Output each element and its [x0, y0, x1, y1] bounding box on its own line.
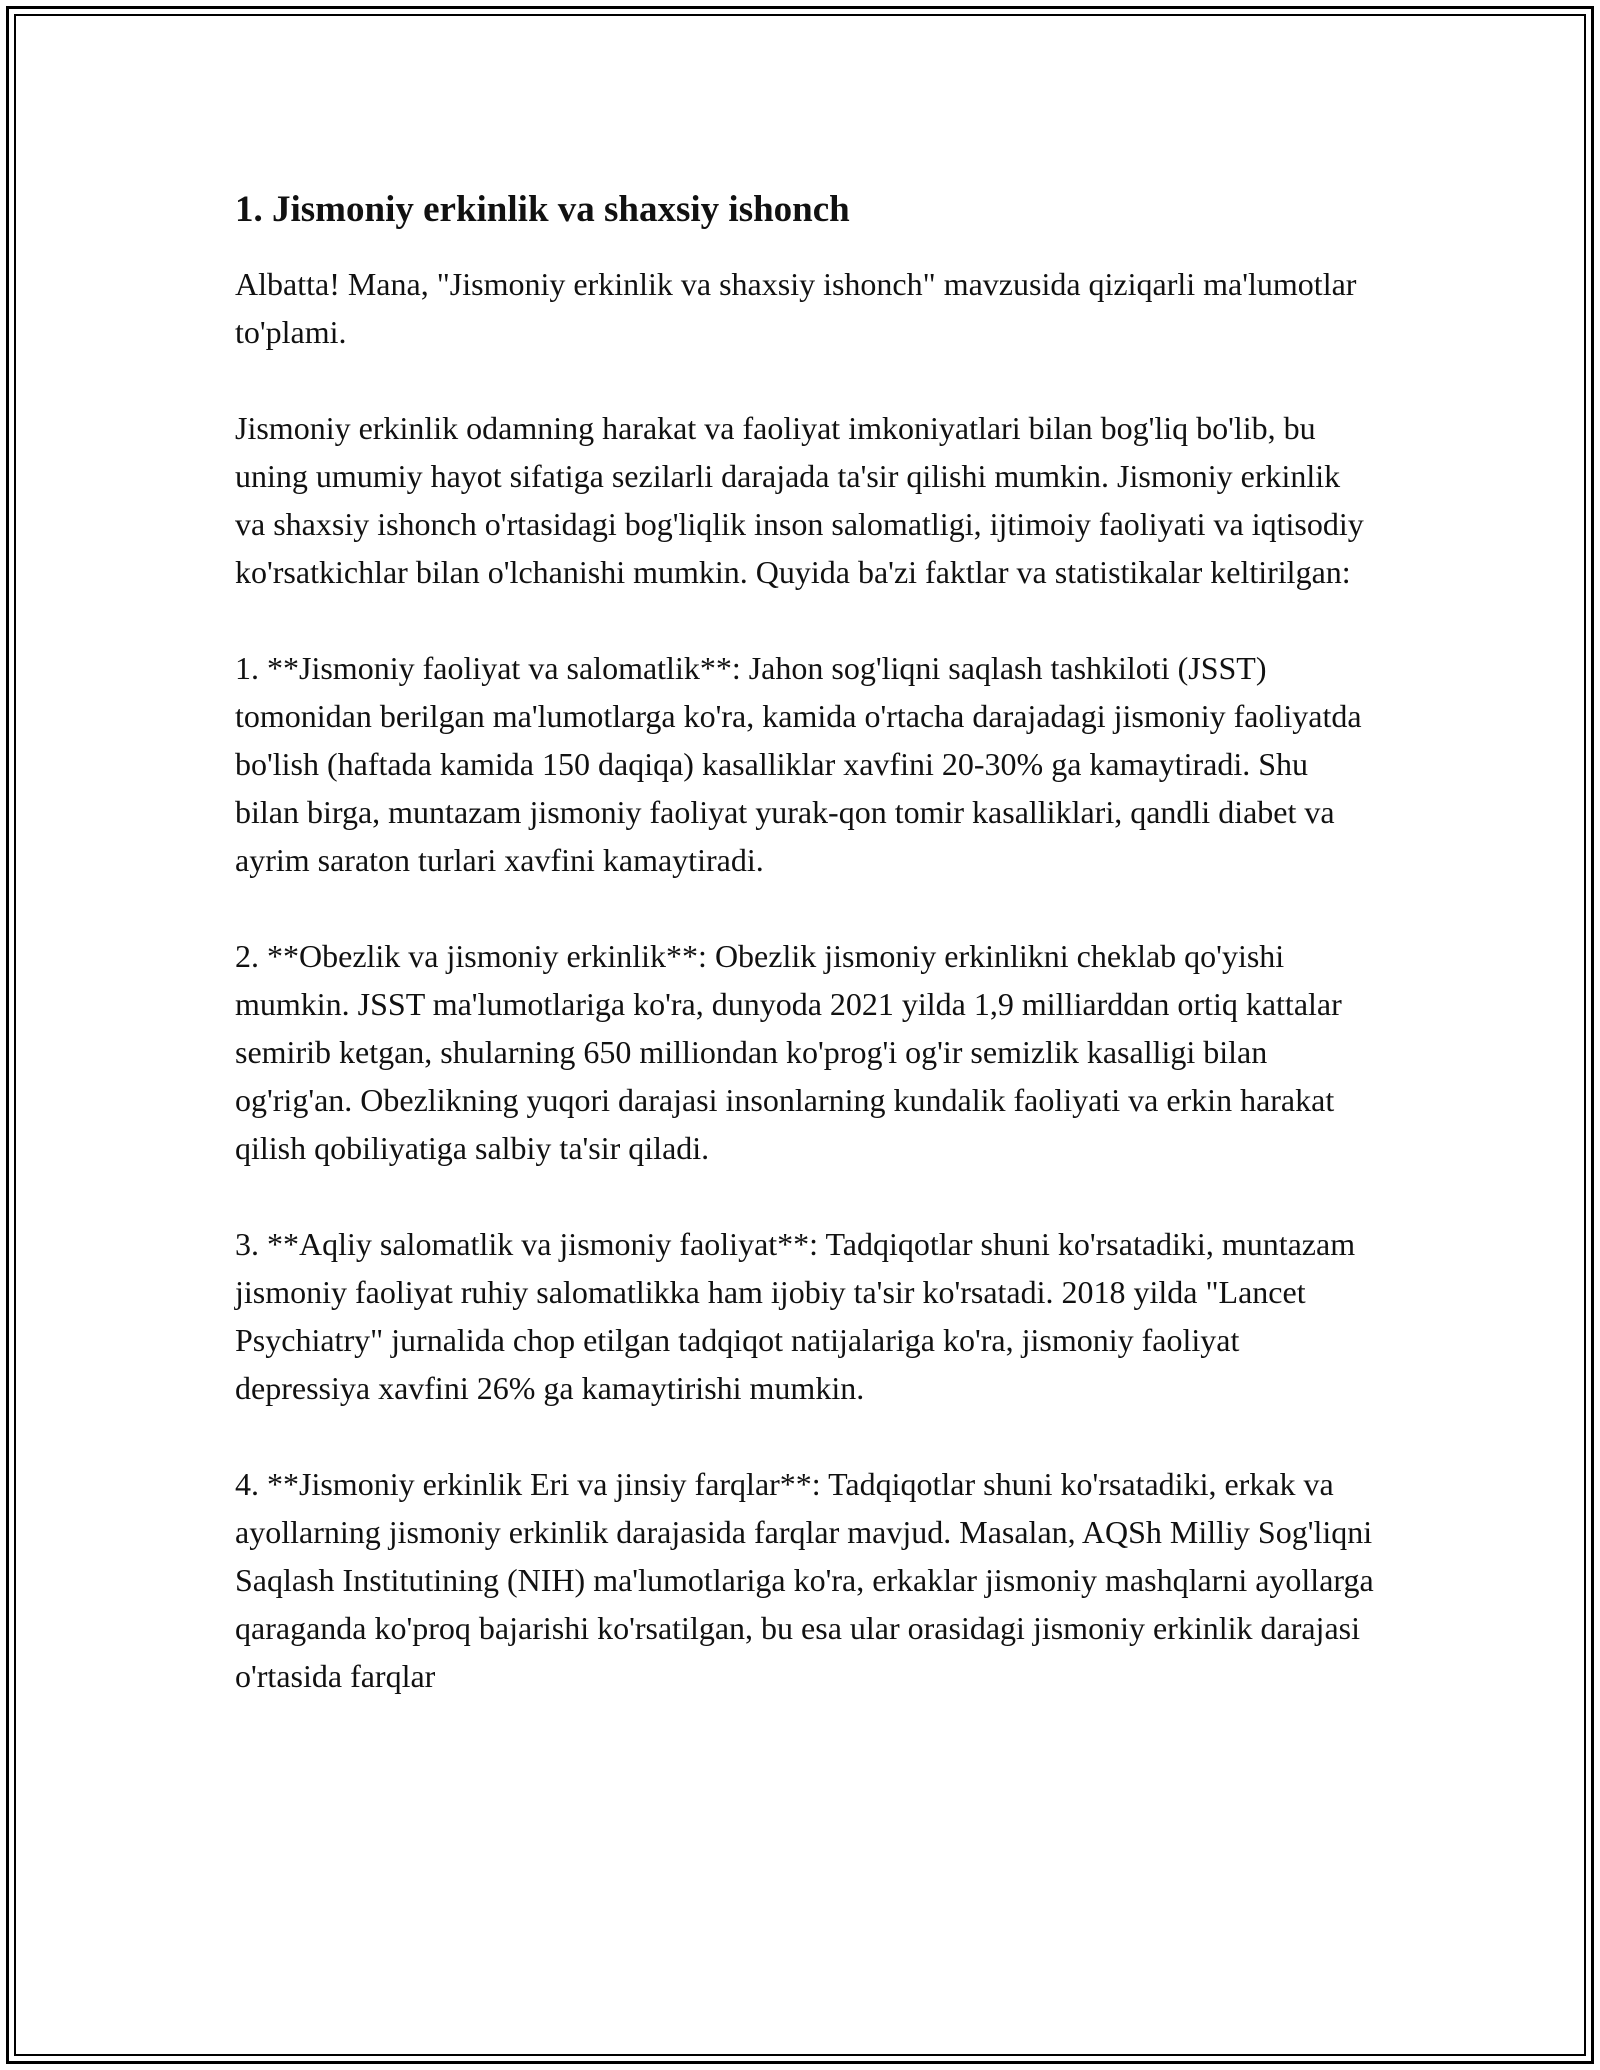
document-title: 1. Jismoniy erkinlik va shaxsiy ishonch: [235, 189, 850, 230]
paragraph-point-4: 4. **Jismoniy erkinlik Eri va jinsiy farqlar**: Tadqiqotlar shuni ko'rsatadiki, erkak va ayollarning jismoniy erkinlik darajasida farqlar mavjud. Masalan, AQSh Milliy Sog'liqni Saqlash Institutining (NIH) ma'lumotlariga ko'ra, erkaklar jismoniy mashqlarni ayollarga qaraganda ko'proq bajarishi ko'rsatilgan, bu esa ular orasidagi jismoniy erkinlik darajasi o'rtasida farqlar: [235, 1466, 1374, 1694]
paragraph-point-3: 3. **Aqliy salomatlik va jismoniy faoliyat**: Tadqiqotlar shuni ko'rsatadiki, muntazam jismoniy faoliyat ruhiy salomatlikka ham ijobiy ta'sir ko'rsatadi. 2018 yilda "Lancet Psychiatry" jurnalida chop etilgan tadqiqot natijalariga ko'ra, jismoniy faoliyat depressiya xavfini 26% ga kamaytirishi mumkin.: [235, 1226, 1356, 1406]
paragraph-overview: Jismoniy erkinlik odamning harakat va faoliyat imkoniyatlari bilan bog'liq bo'lib, bu uning umumiy hayot sifatiga sezilarli darajada ta'sir qilishi mumkin. Jismoniy erkinlik va shaxsiy ishonch o'rtasidagi bog'liqlik inson salomatligi, ijtimoiy faoliyati va iqtisodiy ko'rsatkichlar bilan o'lchanishi mumkin. Quyida ba'zi faktlar va statistikalar keltirilgan:: [235, 410, 1364, 590]
paragraph-point-1: 1. **Jismoniy faoliyat va salomatlik**: Jahon sog'liqni saqlash tashkiloti (JSST) tomonidan berilgan ma'lumotlarga ko'ra, kamida o'rtacha darajadagi jismoniy faoliyatda bo'lish (haftada kamida 150 daqiqa) kasalliklar xavfini 20-30% ga kamaytiradi. Shu bilan birga, muntazam jismoniy faoliyat yurak-qon tomir kasalliklari, qandli diabet va ayrim saraton turlari xavfini kamaytiradi.: [235, 650, 1362, 878]
paragraph-point-2: 2. **Obezlik va jismoniy erkinlik**: Obezlik jismoniy erkinlikni cheklab qo'yishi mumkin. JSST ma'lumotlariga ko'ra, dunyoda 2021 yilda 1,9 milliarddan ortiq kattalar semirib ketgan, shularning 650 milliondan ko'prog'i og'ir semizlik kasalligi bilan og'rig'an. Obezlikning yuqori darajasi insonlarning kundalik faoliyati va erkin harakat qilish qobiliyatiga salbiy ta'sir qiladi.: [235, 938, 1342, 1166]
document-body: [235, 186, 1375, 1748]
paragraph-intro: Albatta! Mana, "Jismoniy erkinlik va shaxsiy ishonch" mavzusida qiziqarli ma'lumotlar to'plami.: [235, 266, 1357, 350]
